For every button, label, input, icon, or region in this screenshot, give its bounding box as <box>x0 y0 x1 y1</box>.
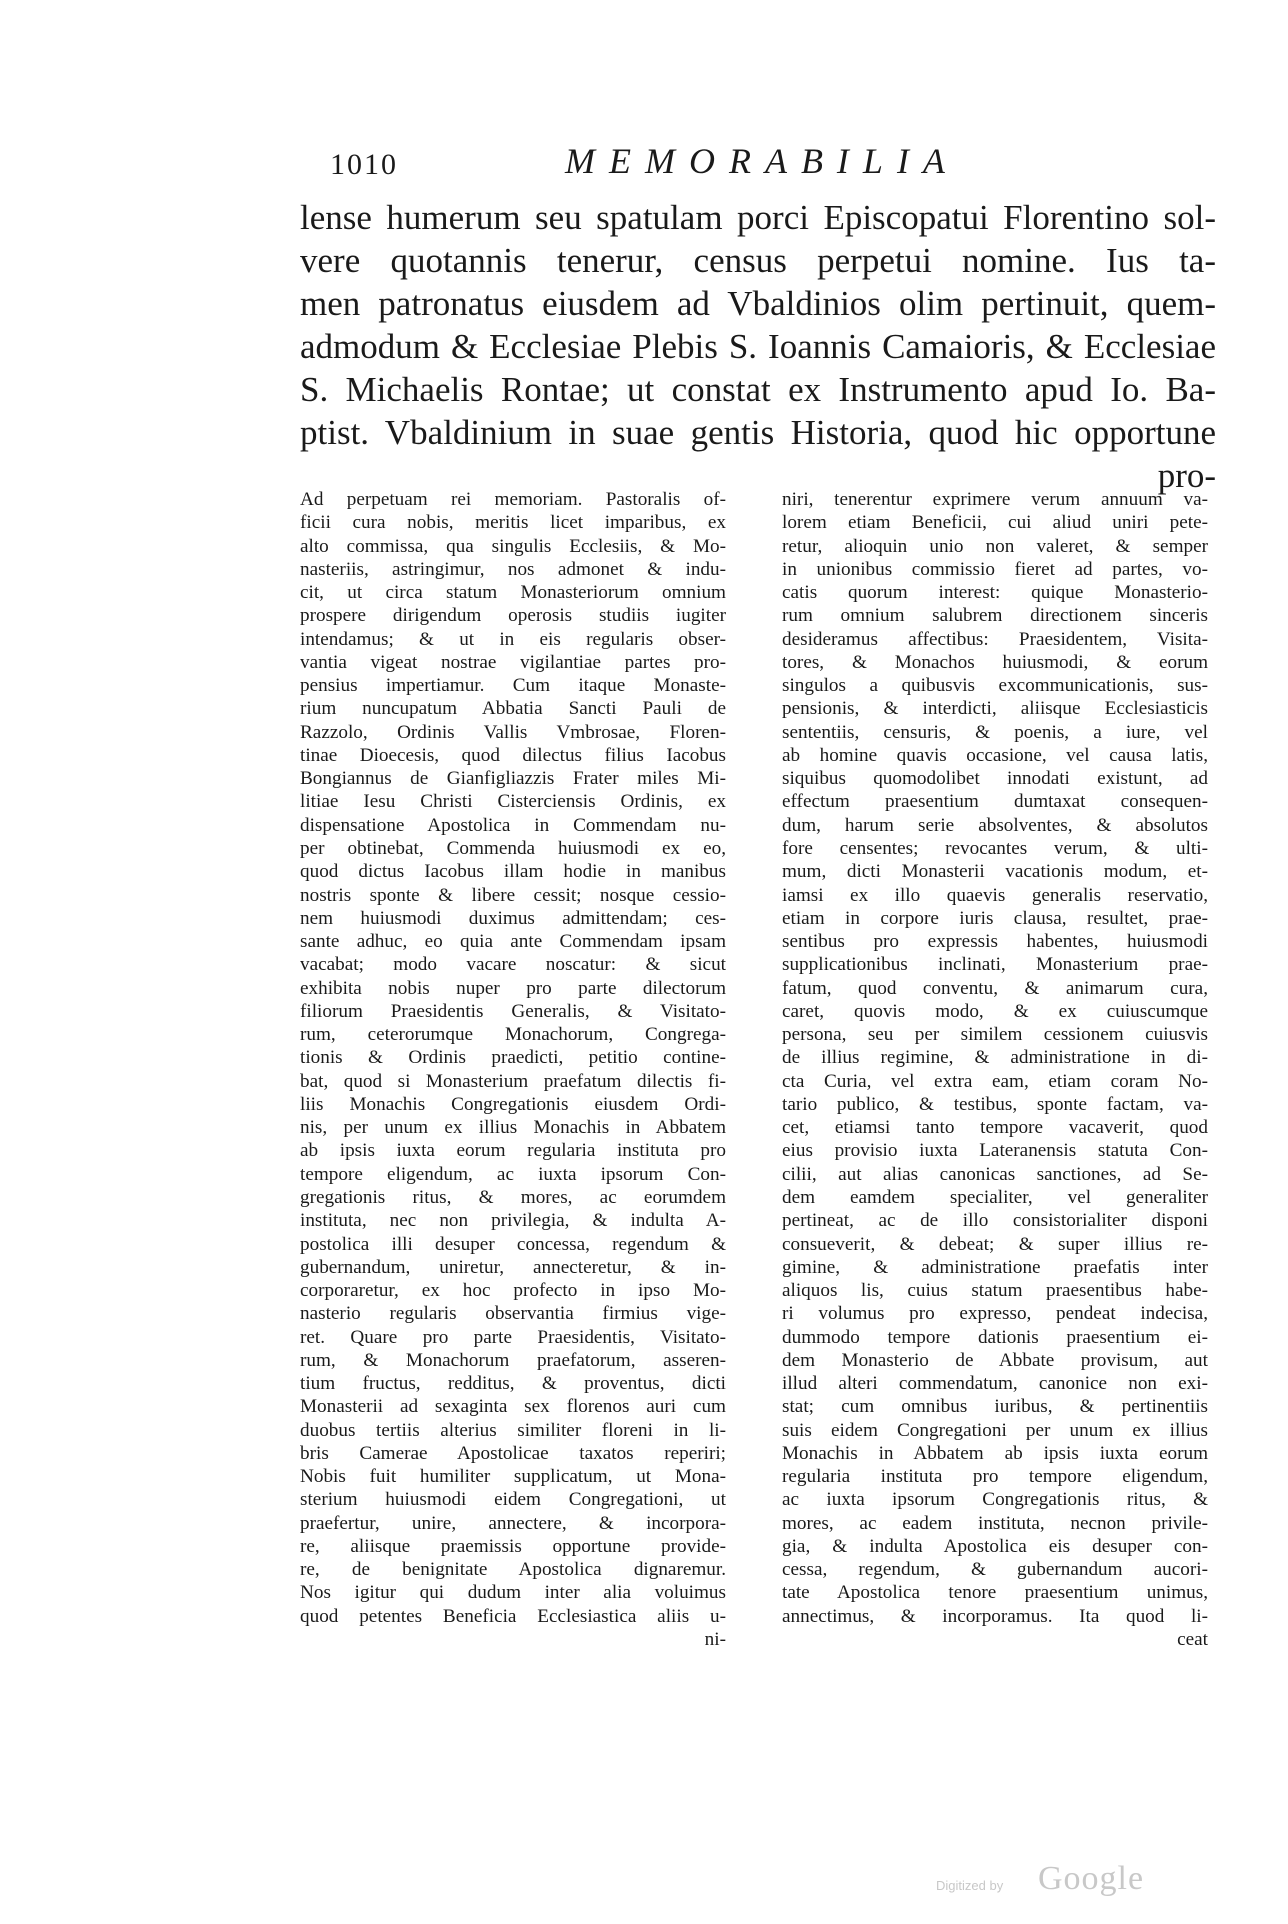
right-column-line: dem eamdem specialiter, vel generaliter <box>782 1186 1208 1208</box>
left-column-line: intendamus; & ut in eis regularis obser- <box>300 628 726 650</box>
left-column-line: vacabat; modo vacare noscatur: & sicut <box>300 954 726 976</box>
right-column-line: mores, ac eadem instituta, necnon privile- <box>782 1512 1208 1534</box>
intro-line: ptist. Vbaldinium in suae gentis Historia, quod hic opportune <box>300 413 1216 452</box>
intro-line: pro- <box>1157 456 1216 495</box>
right-column-line: aliquos lis, cuius statum praesentibus habe- <box>782 1280 1208 1302</box>
left-column-line: quod petentes Beneficia Ecclesiastica aliis u- <box>300 1605 726 1627</box>
left-column-line: filiorum Praesidentis Generalis, & Visitato- <box>300 1000 726 1022</box>
left-column-line: praefertur, unire, annectere, & incorpora- <box>300 1512 726 1534</box>
left-column-line: ret. Quare pro parte Praesidentis, Visitato- <box>300 1326 726 1348</box>
right-column-line: dum, harum serie absolventes, & absolutos <box>782 814 1208 836</box>
left-column-line: bat, quod si Monasterium praefatum dilectis fi- <box>300 1070 726 1092</box>
watermark-logo: Google <box>1038 1860 1145 1897</box>
right-column-line: Monachis in Abbatem ab ipsis iuxta eorum <box>782 1442 1208 1464</box>
left-column-line: dispensatione Apostolica in Commendam nu- <box>300 814 726 836</box>
left-column-line: litiae Iesu Christi Cisterciensis Ordinis, ex <box>300 791 726 813</box>
intro-line: vere quotannis tenerur, census perpetui nomine. Ius ta- <box>300 241 1216 280</box>
left-column-line: Bongiannus de Gianfigliazzis Frater miles Mi- <box>300 768 726 790</box>
left-column-line: nem huiusmodi duximus admittendam; ces- <box>300 907 726 929</box>
right-column-line: mum, dicti Monasterii vacationis modum, et- <box>782 861 1208 883</box>
right-column-line: cta Curia, vel extra eam, etiam coram No- <box>782 1070 1208 1092</box>
left-column-line: prospere dirigendum operosis studiis iugiter <box>300 605 726 627</box>
right-column-line: gia, & indulta Apostolica eis desuper con- <box>782 1535 1208 1557</box>
right-column-line: de illius regimine, & administratione in di- <box>782 1047 1208 1069</box>
left-column-line: duobus tertiis alterius similiter floreni in li- <box>300 1419 726 1441</box>
right-column-line: dem Monasterio de Abbate provisum, aut <box>782 1349 1208 1371</box>
left-column-line: nasterio regularis observantia firmius vige- <box>300 1303 726 1325</box>
right-column-line: suis eidem Congregationi per unum ex illius <box>782 1419 1208 1441</box>
intro-paragraph <box>300 196 1216 497</box>
right-column-line: annectimus, & incorporamus. Ita quod li- <box>782 1605 1208 1627</box>
right-column-line: singulos a quibusvis excommunicationis, sus- <box>782 675 1208 697</box>
left-column-line: tionis & Ordinis praedicti, petitio contine- <box>300 1047 726 1069</box>
right-column-line: persona, seu per similem cessionem cuiusvis <box>782 1024 1208 1046</box>
right-column-line: consueverit, & debeat; & super illius re- <box>782 1233 1208 1255</box>
left-column-line: gregationis ritus, & mores, ac eorumdem <box>300 1186 726 1208</box>
right-column-line: desideramus affectibus: Praesidentem, Visita- <box>782 628 1208 650</box>
right-column-line: sentibus pro expressis habentes, huiusmodi <box>782 931 1208 953</box>
left-column-line: tempore eligendum, ac iuxta ipsorum Con- <box>300 1163 726 1185</box>
right-column <box>782 488 1208 1651</box>
right-column-line: ri volumus pro expresso, pendeat indecisa, <box>782 1303 1208 1325</box>
left-column-line: re, aliisque praemissis opportune provide- <box>300 1535 726 1557</box>
left-column-line: cit, ut circa statum Monasteriorum omnium <box>300 582 726 604</box>
left-column-line: instituta, nec non privilegia, & indulta A- <box>300 1210 726 1232</box>
left-column-line: liis Monachis Congregationis eiusdem Ordi- <box>300 1093 726 1115</box>
left-column-line: Ad perpetuam rei memoriam. Pastoralis of- <box>300 489 726 510</box>
right-column-line: pertineat, ac de illo consistorialiter disponi <box>782 1210 1208 1232</box>
intro-line: lense humerum seu spatulam porci Episcopatui Florentino sol- <box>300 198 1216 237</box>
left-column-line: vantia vigeat nostrae vigilantiae partes pro- <box>300 651 726 673</box>
right-column-line: effectum praesentium dumtaxat consequen- <box>782 791 1208 813</box>
left-column-line: nostris sponte & libere cessit; nosque cessio- <box>300 884 726 906</box>
left-column-line: ni- <box>704 1629 726 1651</box>
left-column-line: Nobis fuit humiliter supplicatum, ut Mona- <box>300 1466 726 1488</box>
right-column-line: tario publico, & testibus, sponte factam, va- <box>782 1093 1208 1115</box>
intro-line: admodum & Ecclesiae Plebis S. Ioannis Camaioris, & Ecclesiae <box>300 327 1216 366</box>
left-column-line: alto commissa, qua singulis Ecclesiis, & Mo- <box>300 535 726 557</box>
left-column-line: nis, per unum ex illius Monachis in Abbatem <box>300 1117 726 1139</box>
right-column-line: cilii, aut alias canonicas sanctiones, ad Se- <box>782 1163 1208 1185</box>
right-column-line: ac iuxta ipsorum Congregationis ritus, & <box>782 1489 1208 1511</box>
left-column-line: pensius impertiamur. Cum itaque Monaste- <box>300 675 726 697</box>
right-column-line: tores, & Monachos huiusmodi, & eorum <box>782 651 1208 673</box>
page-number: 1010 <box>330 148 398 181</box>
digitized-watermark <box>936 1860 1186 1900</box>
left-column-line: quod dictus Iacobus illam hodie in manibus <box>300 861 726 883</box>
right-column-line: lorem etiam Beneficii, cui aliud uniri pete- <box>782 512 1208 534</box>
left-column-line: ficii cura nobis, meritis licet imparibus, ex <box>300 512 726 534</box>
left-column-line: corporaretur, ex hoc profecto in ipso Mo- <box>300 1280 726 1302</box>
right-column-line: dummodo tempore dationis praesentium ei- <box>782 1326 1208 1348</box>
left-column-line: tium fructus, redditus, & proventus, dicti <box>300 1373 726 1395</box>
watermark-small-text: Digitized by <box>936 1878 1004 1893</box>
right-column-line: sententiis, censuris, & poenis, a iure, vel <box>782 721 1208 743</box>
left-column-line: postolica illi desuper concessa, regendum & <box>300 1233 726 1255</box>
left-column-line: ab ipsis iuxta eorum regularia instituta pro <box>300 1140 726 1162</box>
left-column-line: rium nuncupatum Abbatia Sancti Pauli de <box>300 698 726 720</box>
right-column-line: catis quorum interest: quique Monasterio- <box>782 582 1208 604</box>
left-column-line: Razzolo, Ordinis Vallis Vmbrosae, Floren- <box>300 721 726 743</box>
right-column-line: caret, quovis modo, & ex cuiuscumque <box>782 1000 1208 1022</box>
right-column-line: ceat <box>1177 1629 1208 1651</box>
intro-line: S. Michaelis Rontae; ut constat ex Instrumento apud Io. Ba- <box>300 370 1216 409</box>
right-column-line: stat; cum omnibus iuribus, & pertinentiis <box>782 1396 1208 1418</box>
right-column-line: fore censentes; revocantes verum, & ulti- <box>782 837 1208 859</box>
right-column-line: gimine, & administratione praefatis inter <box>782 1256 1208 1278</box>
right-column-line: ab homine quavis occasione, vel causa latis, <box>782 744 1208 766</box>
left-column-line: per obtinebat, Commenda huiusmodi ex eo, <box>300 837 726 859</box>
left-column-line: Monasterii ad sexaginta sex florenos auri cum <box>300 1396 726 1418</box>
right-column-line: siquibus quomodolibet innodati existunt, ad <box>782 768 1208 790</box>
running-title: MEMORABILIA <box>565 141 959 181</box>
right-column-line: niri, tenerentur exprimere verum annuum va- <box>782 489 1208 510</box>
left-column <box>300 488 726 1651</box>
left-column-line: exhibita nobis nuper pro parte dilectorum <box>300 977 726 999</box>
left-column-line: sante adhuc, eo quia ante Commendam ipsam <box>300 931 726 953</box>
right-column-line: tate Apostolica tenore praesentium unimus, <box>782 1582 1208 1604</box>
right-column-line: cet, etiamsi tanto tempore vacaverit, quod <box>782 1117 1208 1139</box>
left-column-line: rum, ceterorumque Monachorum, Congrega- <box>300 1024 726 1046</box>
right-column-line: eius provisio iuxta Lateranensis statuta Con- <box>782 1140 1208 1162</box>
left-column-line: nasteriis, astringimur, nos admonet & indu- <box>300 558 726 580</box>
left-column-line: Nos igitur qui dudum inter alia voluimus <box>300 1582 726 1604</box>
intro-line: men patronatus eiusdem ad Vbaldinios olim pertinuit, quem- <box>300 284 1216 323</box>
right-column-line: rum omnium salubrem directionem sinceris <box>782 605 1208 627</box>
left-column-line: rum, & Monachorum praefatorum, asseren- <box>300 1349 726 1371</box>
left-column-line: tinae Dioecesis, quod dilectus filius Iacobus <box>300 744 726 766</box>
left-column-line: bris Camerae Apostolicae taxatos reperiri; <box>300 1442 726 1464</box>
left-column-line: re, de benignitate Apostolica dignaremur. <box>300 1559 726 1581</box>
left-column-line: gubernandum, uniretur, annecteretur, & in- <box>300 1256 726 1278</box>
right-column-line: iamsi ex illo quaevis generalis reservatio, <box>782 884 1208 906</box>
left-column-line: sterium huiusmodi eidem Congregationi, ut <box>300 1489 726 1511</box>
right-column-line: supplicationibus inclinati, Monasterium prae- <box>782 954 1208 976</box>
right-column-line: illud alteri commendatum, canonice non exi- <box>782 1373 1208 1395</box>
right-column-line: etiam in corpore iuris clausa, resultet, prae- <box>782 907 1208 929</box>
right-column-line: retur, alioquin unio non valeret, & semper <box>782 535 1208 557</box>
right-column-line: cessa, regendum, & gubernandum aucori- <box>782 1559 1208 1581</box>
right-column-line: fatum, quod conventu, & animarum cura, <box>782 977 1208 999</box>
right-column-line: in unionibus commissio fieret ad partes, vo- <box>782 558 1208 580</box>
right-column-line: regularia instituta pro tempore eligendum, <box>782 1466 1208 1488</box>
right-column-line: pensionis, & interdicti, aliisque Ecclesiasticis <box>782 698 1208 720</box>
